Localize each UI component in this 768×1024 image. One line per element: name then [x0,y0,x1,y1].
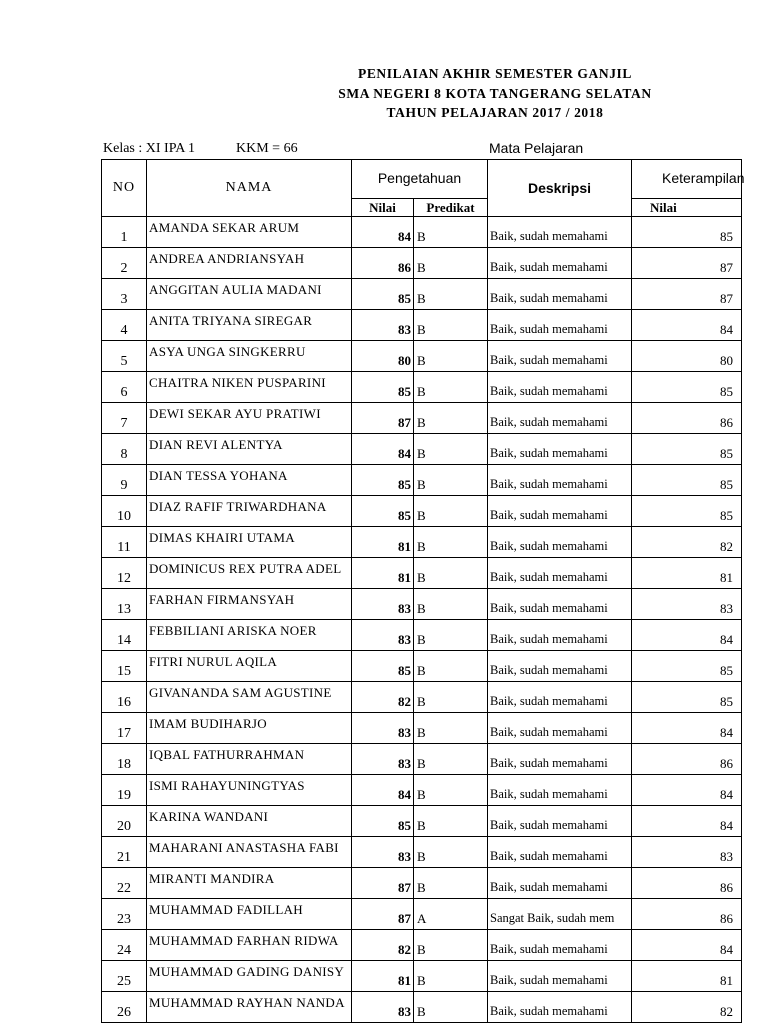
cell-no: 25 [102,961,147,992]
cell-keterampilan-nilai: 82 [632,527,742,558]
cell-nilai: 82 [352,930,414,961]
cell-deskripsi: Baik, sudah memahami [488,651,632,682]
cell-no: 16 [102,682,147,713]
cell-nama: DEWI SEKAR AYU PRATIWI [147,403,352,434]
cell-nilai: 83 [352,589,414,620]
cell-no: 24 [102,930,147,961]
cell-nilai: 86 [352,248,414,279]
cell-deskripsi: Baik, sudah memahami [488,868,632,899]
cell-nilai: 83 [352,310,414,341]
cell-nilai: 85 [352,465,414,496]
grade-sheet [101,159,745,1020]
cell-no: 1 [102,217,147,248]
cell-predikat: B [414,403,488,434]
cell-nama: FITRI NURUL AQILA [147,651,352,682]
cell-deskripsi: Baik, sudah memahami [488,713,632,744]
cell-nilai: 81 [352,527,414,558]
cell-no: 9 [102,465,147,496]
cell-deskripsi: Baik, sudah memahami [488,837,632,868]
cell-keterampilan-nilai: 82 [632,992,742,1023]
cell-deskripsi: Baik, sudah memahami [488,930,632,961]
table-row [102,217,742,248]
table-row [102,930,742,961]
cell-predikat: B [414,682,488,713]
cell-deskripsi: Baik, sudah memahami [488,744,632,775]
cell-deskripsi: Baik, sudah memahami [488,341,632,372]
cell-no: 8 [102,434,147,465]
cell-keterampilan-nilai: 87 [632,248,742,279]
cell-nilai: 87 [352,899,414,930]
cell-no: 18 [102,744,147,775]
cell-deskripsi: Baik, sudah memahami [488,620,632,651]
cell-keterampilan-nilai: 85 [632,434,742,465]
cell-nilai: 84 [352,775,414,806]
cell-predikat: B [414,837,488,868]
cell-keterampilan-nilai: 85 [632,465,742,496]
table-row [102,682,742,713]
cell-nama: MIRANTI MANDIRA [147,868,352,899]
cell-keterampilan-nilai: 81 [632,961,742,992]
cell-deskripsi: Baik, sudah memahami [488,775,632,806]
cell-nilai: 83 [352,837,414,868]
cell-nama: DIAN TESSA YOHANA [147,465,352,496]
table-row [102,403,742,434]
grade-table-body [102,217,742,1023]
table-row [102,899,742,930]
cell-keterampilan-nilai: 84 [632,930,742,961]
cell-predikat: B [414,527,488,558]
cell-no: 26 [102,992,147,1023]
table-row [102,620,742,651]
cell-deskripsi: Sangat Baik, sudah mem [488,899,632,930]
cell-nama: ASYA UNGA SINGKERRU [147,341,352,372]
cell-nilai: 85 [352,279,414,310]
cell-predikat: B [414,806,488,837]
cell-nilai: 83 [352,620,414,651]
cell-nama: ISMI RAHAYUNINGTYAS [147,775,352,806]
table-row [102,465,742,496]
cell-predikat: B [414,279,488,310]
cell-no: 4 [102,310,147,341]
header-deskripsi: Deskripsi [488,160,632,217]
cell-nama: DIAZ RAFIF TRIWARDHANA [147,496,352,527]
cell-predikat: B [414,341,488,372]
cell-nama: FEBBILIANI ARISKA NOER [147,620,352,651]
cell-no: 22 [102,868,147,899]
cell-keterampilan-nilai: 84 [632,713,742,744]
table-row [102,372,742,403]
cell-nilai: 85 [352,806,414,837]
cell-nilai: 84 [352,434,414,465]
cell-keterampilan-nilai: 84 [632,806,742,837]
report-title-line-2: SMA NEGERI 8 KOTA TANGERANG SELATAN [338,86,652,101]
cell-nama: DOMINICUS REX PUTRA ADEL [147,558,352,589]
cell-deskripsi: Baik, sudah memahami [488,279,632,310]
table-row [102,341,742,372]
cell-nilai: 81 [352,558,414,589]
cell-predikat: B [414,992,488,1023]
cell-no: 19 [102,775,147,806]
cell-deskripsi: Baik, sudah memahami [488,217,632,248]
cell-nilai: 87 [352,868,414,899]
cell-keterampilan-nilai: 85 [632,372,742,403]
header-predikat: Predikat [414,199,488,217]
cell-predikat: B [414,465,488,496]
cell-no: 23 [102,899,147,930]
cell-no: 21 [102,837,147,868]
header-keterampilan-nilai: Nilai [632,199,742,217]
cell-deskripsi: Baik, sudah memahami [488,434,632,465]
cell-keterampilan-nilai: 84 [632,775,742,806]
table-row [102,961,742,992]
cell-keterampilan-nilai: 83 [632,589,742,620]
cell-nilai: 83 [352,713,414,744]
cell-nilai: 85 [352,651,414,682]
cell-nama: GIVANANDA SAM AGUSTINE [147,682,352,713]
cell-no: 10 [102,496,147,527]
report-title-line-1: PENILAIAN AKHIR SEMESTER GANJIL [357,66,633,81]
table-row [102,248,742,279]
cell-keterampilan-nilai: 84 [632,310,742,341]
cell-no: 11 [102,527,147,558]
cell-no: 7 [102,403,147,434]
cell-deskripsi: Baik, sudah memahami [488,527,632,558]
cell-keterampilan-nilai: 80 [632,341,742,372]
cell-no: 2 [102,248,147,279]
cell-predikat: B [414,589,488,620]
cell-keterampilan-nilai: 83 [632,837,742,868]
cell-nilai: 83 [352,992,414,1023]
cell-nama: MUHAMMAD FARHAN RIDWA [147,930,352,961]
cell-no: 15 [102,651,147,682]
cell-predikat: B [414,620,488,651]
cell-deskripsi: Baik, sudah memahami [488,558,632,589]
table-row [102,868,742,899]
cell-keterampilan-nilai: 85 [632,682,742,713]
cell-predikat: B [414,744,488,775]
table-row [102,310,742,341]
cell-predikat: B [414,372,488,403]
cell-nama: ANGGITAN AULIA MADANI [147,279,352,310]
cell-no: 5 [102,341,147,372]
table-row [102,806,742,837]
table-row [102,713,742,744]
cell-nama: ANDREA ANDRIANSYAH [147,248,352,279]
cell-predikat: B [414,961,488,992]
cell-keterampilan-nilai: 85 [632,651,742,682]
cell-no: 14 [102,620,147,651]
cell-nama: CHAITRA NIKEN PUSPARINI [147,372,352,403]
kkm-label: KKM = 66 [236,141,298,156]
cell-predikat: B [414,310,488,341]
cell-nilai: 84 [352,217,414,248]
cell-no: 12 [102,558,147,589]
cell-keterampilan-nilai: 85 [632,496,742,527]
cell-deskripsi: Baik, sudah memahami [488,248,632,279]
table-row [102,651,742,682]
cell-keterampilan-nilai: 86 [632,868,742,899]
cell-predikat: B [414,217,488,248]
cell-predikat: B [414,930,488,961]
table-row [102,496,742,527]
table-row [102,992,742,1023]
class-label: Kelas : XI IPA 1 [103,141,196,156]
cell-nama: MAHARANI ANASTASHA FABI [147,837,352,868]
cell-deskripsi: Baik, sudah memahami [488,992,632,1023]
cell-deskripsi: Baik, sudah memahami [488,682,632,713]
cell-predikat: B [414,775,488,806]
cell-no: 20 [102,806,147,837]
subject-label: Mata Pelajaran [489,140,584,156]
header-keterampilan: Keterampilan [632,160,742,199]
cell-keterampilan-nilai: 87 [632,279,742,310]
table-row [102,837,742,868]
cell-nama: MUHAMMAD RAYHAN NANDA [147,992,352,1023]
cell-nilai: 85 [352,372,414,403]
cell-nama: KARINA WANDANI [147,806,352,837]
cell-predikat: B [414,558,488,589]
cell-predikat: B [414,248,488,279]
cell-deskripsi: Baik, sudah memahami [488,961,632,992]
cell-no: 6 [102,372,147,403]
cell-deskripsi: Baik, sudah memahami [488,310,632,341]
cell-no: 3 [102,279,147,310]
grade-table [101,159,745,1023]
cell-nama: IMAM BUDIHARJO [147,713,352,744]
cell-nama: FARHAN FIRMANSYAH [147,589,352,620]
cell-nama: MUHAMMAD GADING DANISY [147,961,352,992]
cell-predikat: B [414,713,488,744]
cell-deskripsi: Baik, sudah memahami [488,465,632,496]
table-row [102,527,742,558]
table-row [102,589,742,620]
cell-keterampilan-nilai: 81 [632,558,742,589]
cell-nama: IQBAL FATHURRAHMAN [147,744,352,775]
header-nilai: Nilai [352,199,414,217]
cell-nama: DIMAS KHAIRI UTAMA [147,527,352,558]
cell-deskripsi: Baik, sudah memahami [488,403,632,434]
cell-predikat: B [414,434,488,465]
cell-keterampilan-nilai: 86 [632,744,742,775]
cell-keterampilan-nilai: 85 [632,217,742,248]
table-row [102,558,742,589]
table-row [102,775,742,806]
cell-nilai: 81 [352,961,414,992]
cell-deskripsi: Baik, sudah memahami [488,372,632,403]
cell-nilai: 82 [352,682,414,713]
cell-keterampilan-nilai: 86 [632,899,742,930]
cell-keterampilan-nilai: 86 [632,403,742,434]
cell-no: 17 [102,713,147,744]
cell-deskripsi: Baik, sudah memahami [488,496,632,527]
cell-nama: ANITA TRIYANA SIREGAR [147,310,352,341]
cell-nilai: 87 [352,403,414,434]
cell-predikat: B [414,868,488,899]
cell-predikat: B [414,651,488,682]
header-no: NO [102,160,147,217]
table-row [102,434,742,465]
table-row [102,744,742,775]
cell-keterampilan-nilai: 84 [632,620,742,651]
cell-predikat: A [414,899,488,930]
header-nama: NAMA [147,160,352,217]
cell-nama: AMANDA SEKAR ARUM [147,217,352,248]
cell-deskripsi: Baik, sudah memahami [488,589,632,620]
cell-nilai: 85 [352,496,414,527]
table-row [102,279,742,310]
cell-nilai: 80 [352,341,414,372]
header-pengetahuan: Pengetahuan [352,160,488,199]
cell-deskripsi: Baik, sudah memahami [488,806,632,837]
cell-nama: DIAN REVI ALENTYA [147,434,352,465]
cell-no: 13 [102,589,147,620]
cell-predikat: B [414,496,488,527]
cell-nilai: 83 [352,744,414,775]
report-title-line-3: TAHUN PELAJARAN 2017 / 2018 [386,105,604,120]
cell-nama: MUHAMMAD FADILLAH [147,899,352,930]
